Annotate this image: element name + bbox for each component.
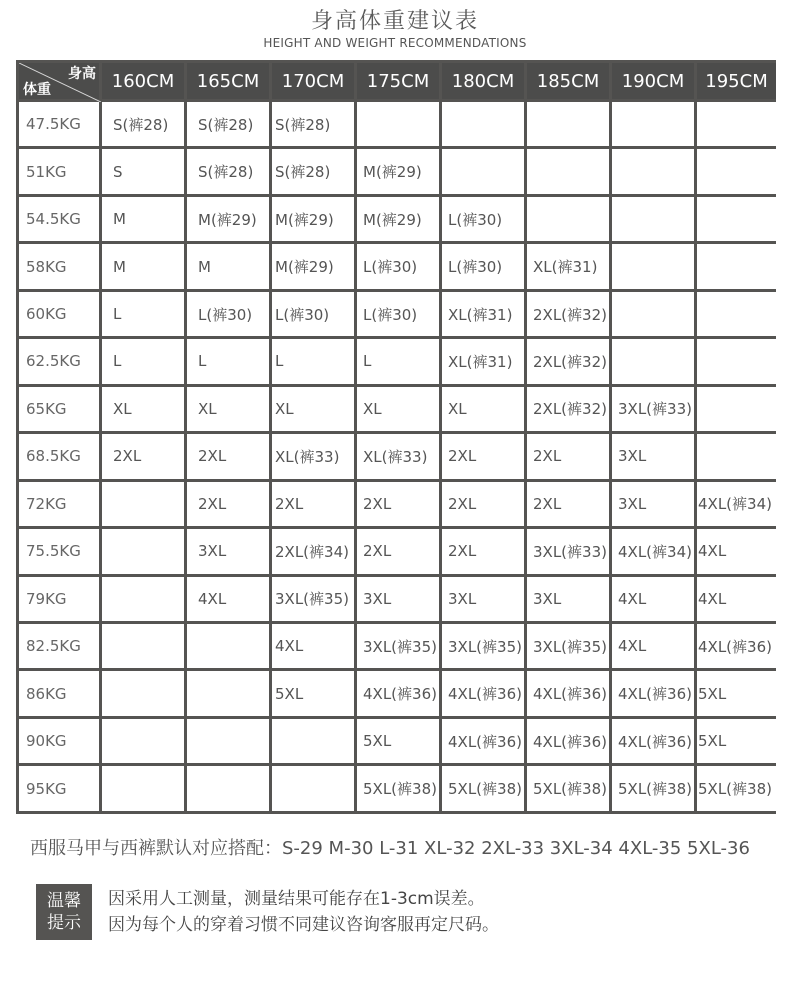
size-cell: L(裤30): [187, 292, 269, 336]
size-cell: 4XL: [272, 624, 354, 668]
size-cell: S(裤28): [272, 149, 354, 193]
size-cell: 4XL(裤36): [527, 719, 609, 763]
size-cell: XL: [357, 387, 439, 431]
size-cell: [187, 719, 269, 763]
weight-cell: 60KG: [19, 292, 99, 336]
tip-line-1: 因采用人工测量，测量结果可能存在1-3cm误差。: [108, 889, 485, 909]
size-table-body: [19, 102, 776, 811]
size-table-container: [16, 60, 776, 814]
table-row: [19, 292, 776, 336]
height-header-cell: 160CM: [102, 63, 184, 99]
tip-line-2: 因为每个人的穿着习惯不同建议咨询客服再定尺码。: [108, 915, 499, 935]
size-cell: 4XL: [697, 529, 776, 573]
size-cell: 3XL: [442, 577, 524, 621]
size-cell: M: [187, 244, 269, 288]
size-cell: L(裤30): [357, 244, 439, 288]
size-cell: 2XL: [187, 482, 269, 526]
size-cell: 3XL: [612, 434, 694, 478]
table-row: [19, 387, 776, 431]
size-cell: S(裤28): [187, 102, 269, 146]
weight-cell: 51KG: [19, 149, 99, 193]
size-cell: 2XL(裤34): [272, 529, 354, 573]
size-cell: 5XL(裤38): [527, 766, 609, 811]
size-cell: 3XL(裤35): [442, 624, 524, 668]
size-cell: M(裤29): [187, 197, 269, 241]
size-cell: 5XL(裤38): [612, 766, 694, 811]
height-header-cell: 165CM: [187, 63, 269, 99]
size-cell: [187, 671, 269, 715]
size-cell: S(裤28): [187, 149, 269, 193]
size-cell: 5XL(裤38): [442, 766, 524, 811]
size-cell: XL: [187, 387, 269, 431]
page-title: 身高体重建议表: [310, 9, 479, 34]
size-cell: L(裤30): [442, 244, 524, 288]
size-cell: 3XL(裤35): [527, 624, 609, 668]
height-header-cell: 175CM: [357, 63, 439, 99]
size-cell: 2XL: [527, 482, 609, 526]
size-cell: 5XL(裤38): [697, 766, 776, 811]
size-cell: 2XL: [187, 434, 269, 478]
size-cell: [612, 292, 694, 336]
table-row: [19, 149, 776, 193]
table-row: [19, 102, 776, 146]
size-cell: 4XL: [612, 577, 694, 621]
size-cell: L: [272, 339, 354, 383]
suit-pairing-note: 西服马甲与西裤默认对应搭配：S-29 M-30 L-31 XL-32 2XL-33 3XL-34 4XL-35 5XL-36: [30, 838, 750, 859]
size-cell: [357, 102, 439, 146]
size-cell: 4XL(裤34): [612, 529, 694, 573]
weight-cell: 72KG: [19, 482, 99, 526]
size-cell: 4XL(裤36): [442, 719, 524, 763]
corner-header-cell: [19, 63, 99, 99]
weight-cell: 58KG: [19, 244, 99, 288]
height-header-cell: 185CM: [527, 63, 609, 99]
size-cell: 2XL: [527, 434, 609, 478]
size-cell: S(裤28): [272, 102, 354, 146]
size-cell: [697, 434, 776, 478]
size-cell: M(裤29): [357, 149, 439, 193]
size-cell: M: [102, 197, 184, 241]
size-cell: 5XL: [697, 719, 776, 763]
size-cell: [697, 387, 776, 431]
size-cell: L(裤30): [272, 292, 354, 336]
weight-cell: 86KG: [19, 671, 99, 715]
size-cell: [697, 244, 776, 288]
size-cell: L: [102, 339, 184, 383]
table-row: [19, 671, 776, 715]
size-cell: XL(裤33): [272, 434, 354, 478]
size-cell: [102, 671, 184, 715]
size-cell: S(裤28): [102, 102, 184, 146]
height-header-cell: 170CM: [272, 63, 354, 99]
size-cell: 5XL: [357, 719, 439, 763]
size-chart-table: [16, 60, 779, 814]
table-row: [19, 339, 776, 383]
size-cell: [697, 292, 776, 336]
table-row: [19, 577, 776, 621]
size-cell: 4XL(裤36): [527, 671, 609, 715]
size-cell: 4XL(裤34): [697, 482, 776, 526]
table-row: [19, 244, 776, 288]
size-cell: XL: [442, 387, 524, 431]
size-cell: [102, 529, 184, 573]
weight-axis-label: 体重: [23, 82, 51, 98]
size-cell: M(裤29): [272, 244, 354, 288]
size-cell: L: [102, 292, 184, 336]
size-cell: 5XL(裤38): [357, 766, 439, 811]
size-cell: [272, 766, 354, 811]
table-row: [19, 482, 776, 526]
size-cell: [612, 197, 694, 241]
table-row: [19, 434, 776, 478]
size-cell: [697, 197, 776, 241]
table-row: [19, 624, 776, 668]
size-cell: L(裤30): [442, 197, 524, 241]
size-cell: 5XL: [272, 671, 354, 715]
size-cell: 2XL: [102, 434, 184, 478]
height-header-cell: 180CM: [442, 63, 524, 99]
size-cell: 4XL(裤36): [357, 671, 439, 715]
size-cell: M(裤29): [272, 197, 354, 241]
size-cell: 2XL: [442, 434, 524, 478]
size-cell: XL(裤33): [357, 434, 439, 478]
size-cell: XL: [272, 387, 354, 431]
weight-cell: 75.5KG: [19, 529, 99, 573]
size-cell: XL(裤31): [442, 292, 524, 336]
size-cell: XL: [102, 387, 184, 431]
size-cell: M(裤29): [357, 197, 439, 241]
size-cell: [102, 577, 184, 621]
size-cell: 2XL: [357, 482, 439, 526]
size-cell: [527, 149, 609, 193]
size-cell: [187, 624, 269, 668]
size-cell: 3XL(裤35): [272, 577, 354, 621]
size-cell: 3XL: [187, 529, 269, 573]
page-subtitle: HEIGHT AND WEIGHT RECOMMENDATIONS: [263, 36, 527, 50]
weight-cell: 79KG: [19, 577, 99, 621]
size-cell: 3XL(裤33): [612, 387, 694, 431]
size-cell: 4XL(裤36): [612, 671, 694, 715]
weight-cell: 62.5KG: [19, 339, 99, 383]
size-cell: L(裤30): [357, 292, 439, 336]
weight-cell: 90KG: [19, 719, 99, 763]
size-cell: XL(裤31): [527, 244, 609, 288]
size-cell: 3XL(裤35): [357, 624, 439, 668]
size-cell: [697, 149, 776, 193]
size-cell: L: [187, 339, 269, 383]
weight-cell: 47.5KG: [19, 102, 99, 146]
size-cell: 4XL(裤36): [612, 719, 694, 763]
size-cell: 2XL: [442, 529, 524, 573]
size-cell: 2XL(裤32): [527, 387, 609, 431]
tip-badge-line1: 温馨: [47, 891, 81, 911]
size-cell: XL(裤31): [442, 339, 524, 383]
size-cell: [102, 766, 184, 811]
tip-badge-line2: 提示: [47, 913, 81, 933]
size-cell: [272, 719, 354, 763]
size-cell: [102, 624, 184, 668]
size-cell: [612, 339, 694, 383]
height-header-cell: 195CM: [697, 63, 776, 99]
size-cell: [612, 149, 694, 193]
size-cell: M: [102, 244, 184, 288]
size-cell: [102, 719, 184, 763]
size-cell: L: [357, 339, 439, 383]
size-cell: 4XL: [187, 577, 269, 621]
table-row: [19, 197, 776, 241]
height-axis-label: 身高: [68, 66, 96, 82]
height-header-cell: 190CM: [612, 63, 694, 99]
size-cell: 2XL(裤32): [527, 339, 609, 383]
tip-badge: [36, 884, 92, 940]
table-row: [19, 719, 776, 763]
size-cell: [697, 102, 776, 146]
size-cell: 2XL: [442, 482, 524, 526]
header-row: [19, 63, 776, 99]
size-cell: 4XL: [697, 577, 776, 621]
size-cell: 2XL: [357, 529, 439, 573]
size-cell: 2XL: [272, 482, 354, 526]
size-cell: [442, 149, 524, 193]
size-cell: [527, 102, 609, 146]
size-cell: 5XL: [697, 671, 776, 715]
size-cell: [102, 482, 184, 526]
weight-cell: 54.5KG: [19, 197, 99, 241]
size-cell: 3XL: [527, 577, 609, 621]
size-cell: S: [102, 149, 184, 193]
size-cell: [442, 102, 524, 146]
size-cell: 4XL(裤36): [697, 624, 776, 668]
weight-cell: 95KG: [19, 766, 99, 811]
size-cell: [697, 339, 776, 383]
table-row: [19, 766, 776, 811]
size-cell: [527, 197, 609, 241]
size-cell: 4XL: [612, 624, 694, 668]
size-cell: 3XL: [612, 482, 694, 526]
size-cell: 3XL(裤33): [527, 529, 609, 573]
size-cell: 3XL: [357, 577, 439, 621]
weight-cell: 68.5KG: [19, 434, 99, 478]
size-cell: 4XL(裤36): [442, 671, 524, 715]
size-cell: [612, 102, 694, 146]
weight-cell: 65KG: [19, 387, 99, 431]
table-row: [19, 529, 776, 573]
weight-cell: 82.5KG: [19, 624, 99, 668]
size-cell: [187, 766, 269, 811]
size-cell: 2XL(裤32): [527, 292, 609, 336]
size-cell: [612, 244, 694, 288]
